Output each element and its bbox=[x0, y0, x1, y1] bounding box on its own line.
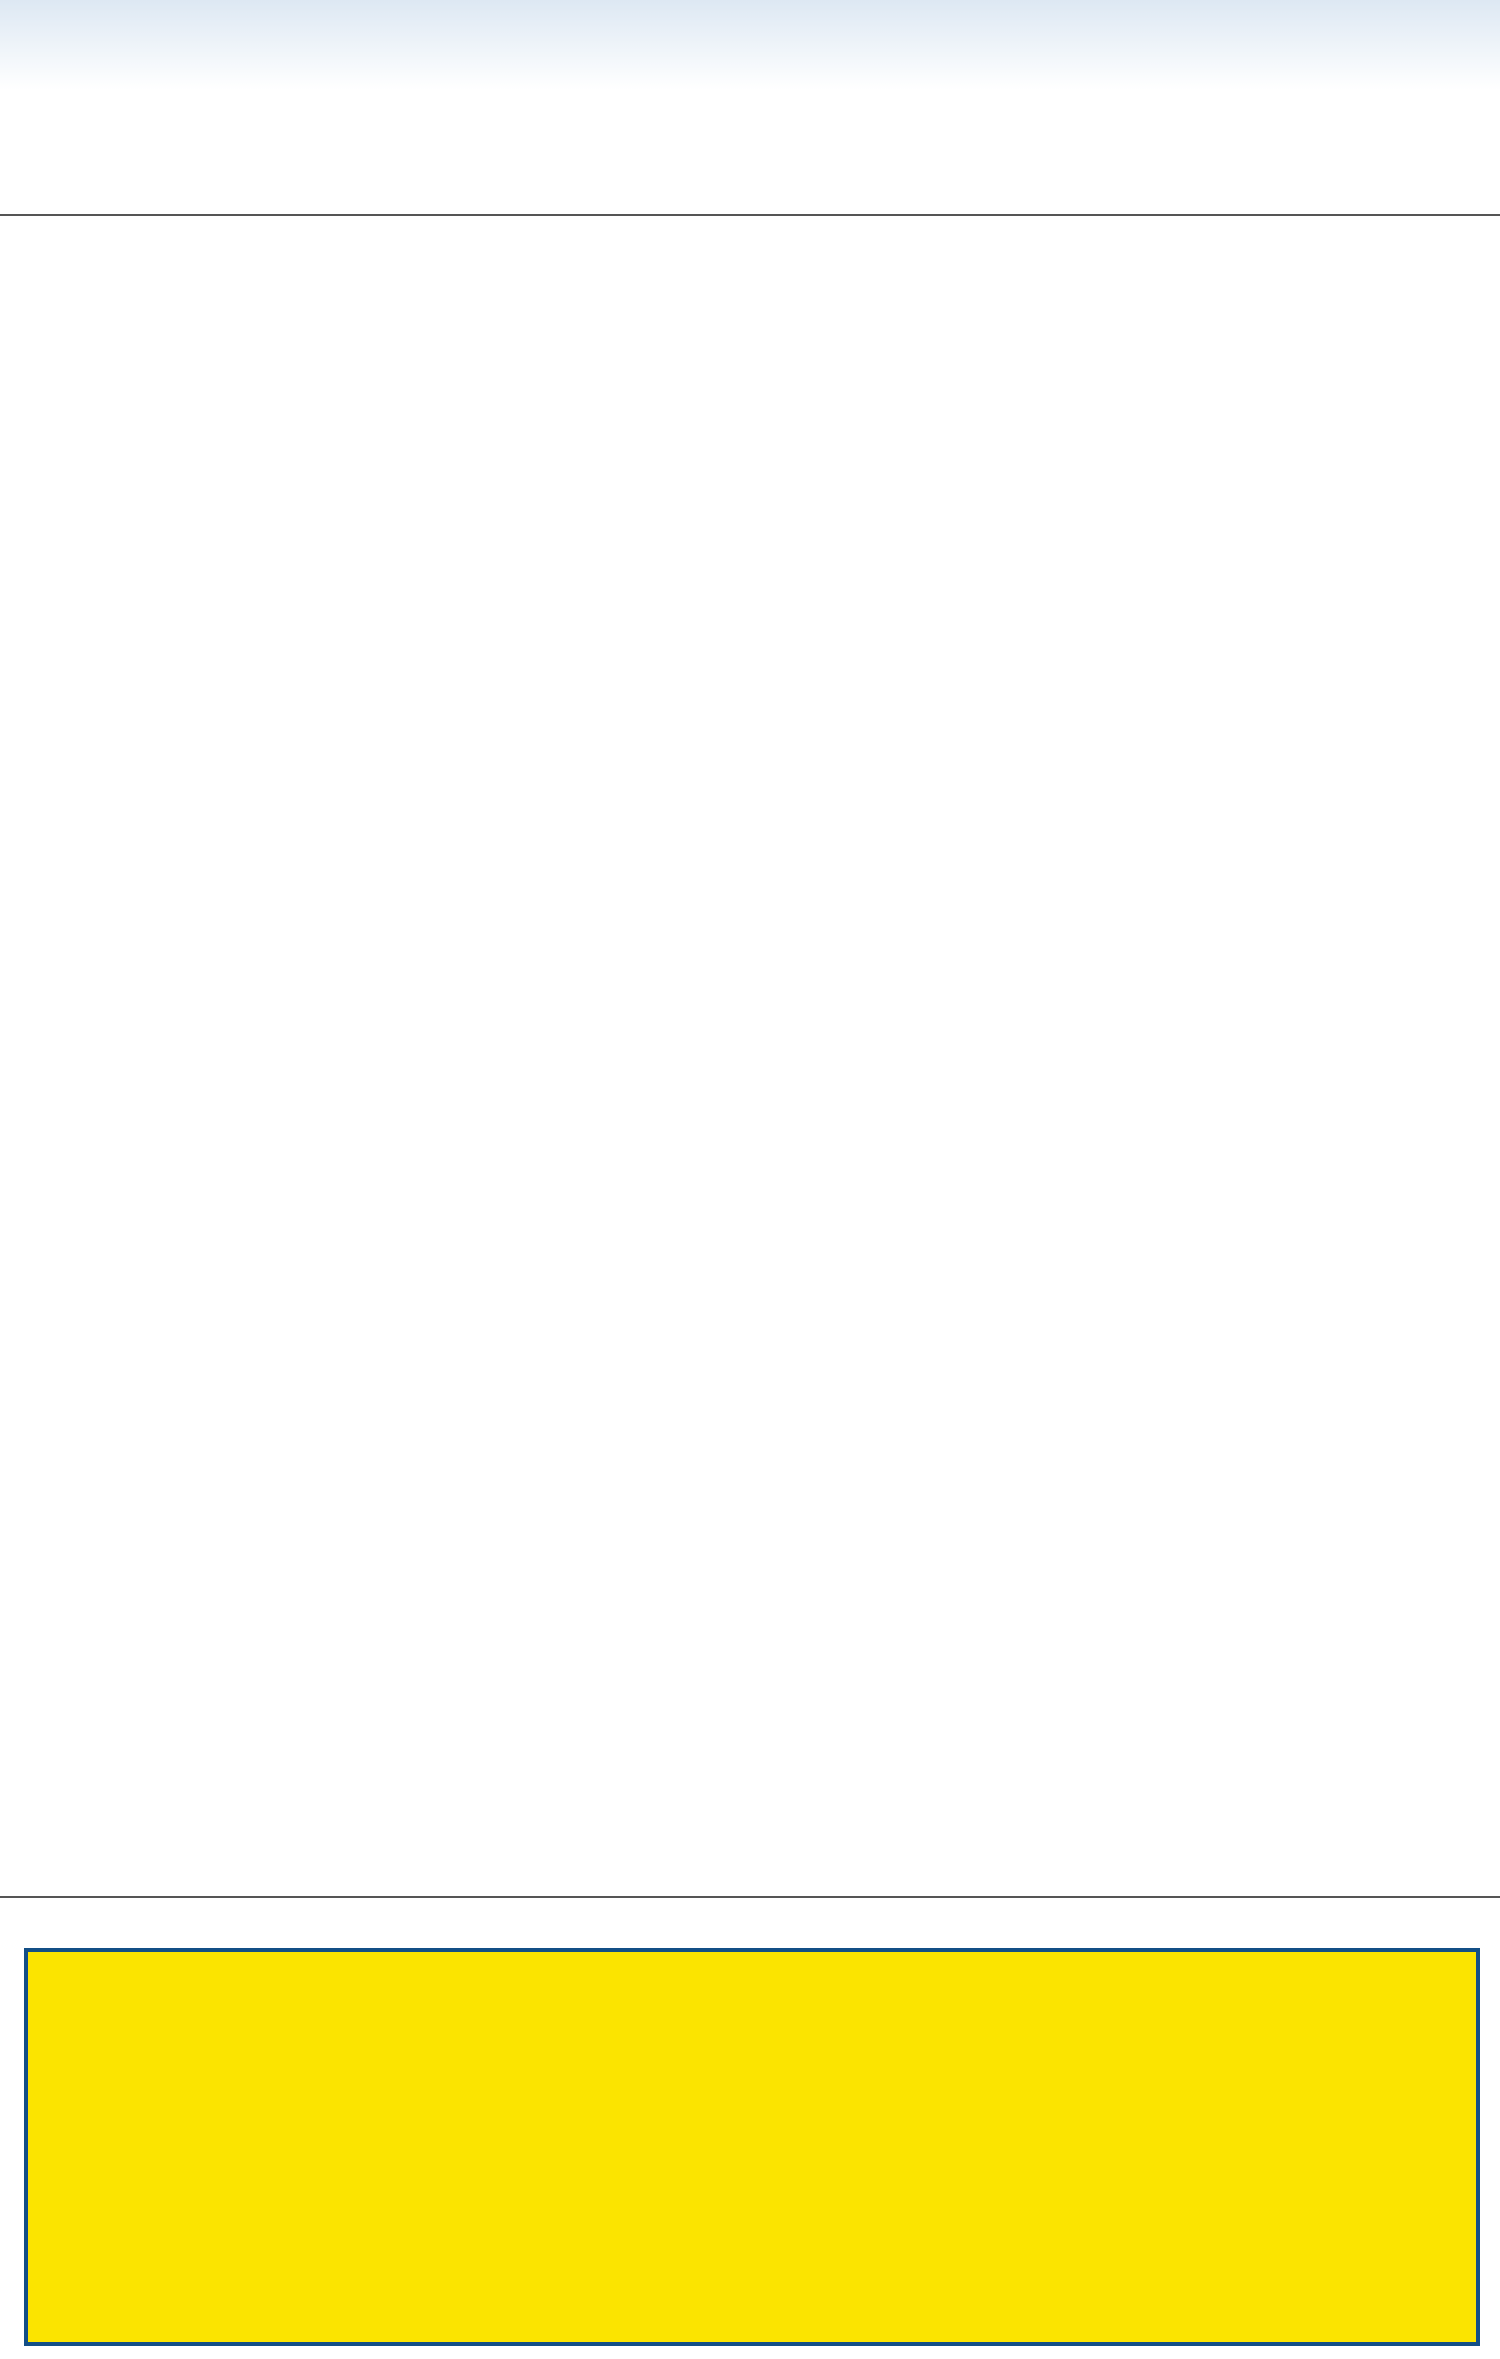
calendar-grid bbox=[0, 214, 1500, 1898]
festival-list bbox=[24, 1948, 1480, 2346]
title-area bbox=[0, 0, 1500, 200]
